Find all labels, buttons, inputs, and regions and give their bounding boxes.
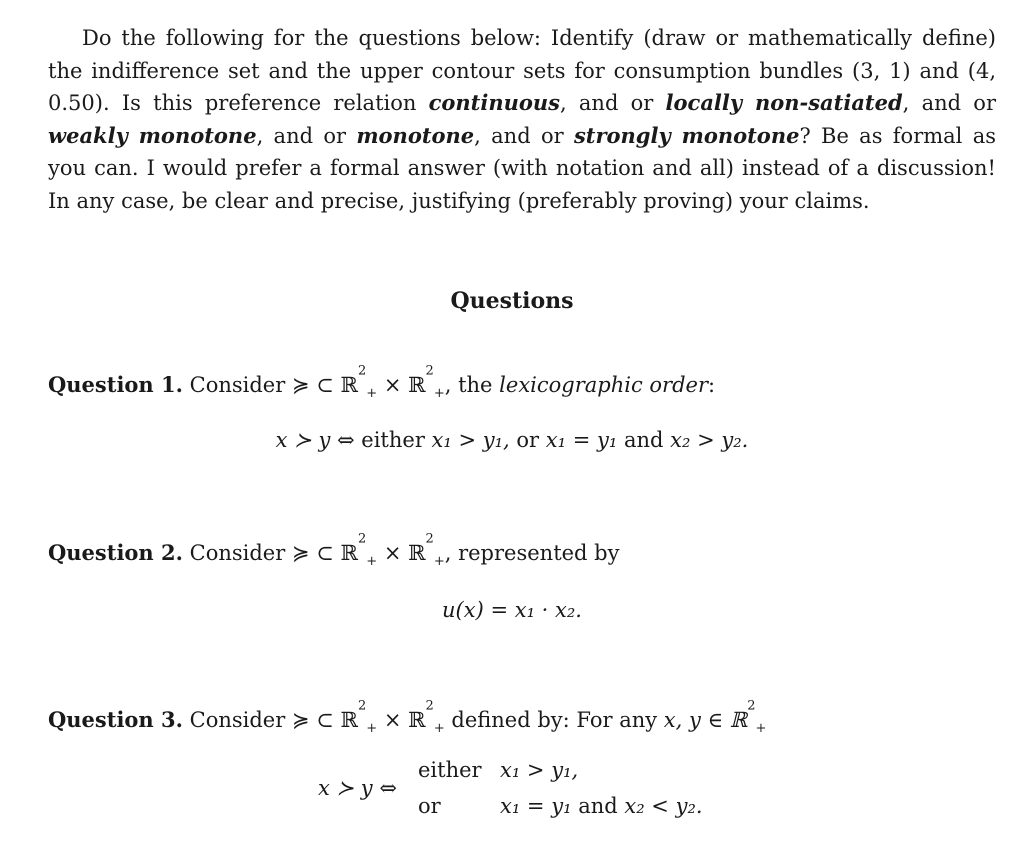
instructions-paragraph: Do the following for the questions below: Identify (draw or mathematically define) the indifference set and the upper contour sets for consumption bundles (3, 1) and (4, 0.50). Is this preference relation continuous, and or locally non-satiated, and or weakly monotone, and or monotone, and or strongly monotone? Be as formal as you can. I would prefer a formal answer (with notation and all) instead of a discussion! In any case, be clear and precise, justifying (preferably proving) your claims. (48, 26, 996, 213)
term-continuous: continuous (428, 90, 560, 116)
question-1-statement: Question 1. Consider ≽ ⊂ ℝ$^2_+$ × ℝ$^2_+$, the lexicographic order: (48, 363, 716, 402)
definition-lhs: x ≻ y ⇔ (318, 776, 397, 800)
question-2-statement: Question 2. Consider ≽ ⊂ ℝ$^2_+$ × ℝ$^2_+$, represented by (48, 531, 620, 570)
question-3-label: Question 3. (48, 707, 183, 732)
term-locally-non-satiated: locally non-satiated (665, 90, 903, 116)
case-row-1: either x₁ > y₁, (418, 758, 579, 782)
lexicographic-order-term: lexicographic order (499, 373, 708, 397)
question-3-statement: Question 3. Consider ≽ ⊂ ℝ$^2_+$ × ℝ$^2_+$ defined by: For any x, y ∈ ℝ$^2_+$ (48, 698, 767, 737)
term-strongly-monotone: strongly monotone (573, 122, 800, 148)
question-2-label: Question 2. (48, 540, 183, 565)
utility-function: u(x) = x₁ · x₂. (442, 598, 582, 622)
question-1-label: Question 1. (48, 372, 183, 397)
term-weakly-monotone: weakly monotone (48, 122, 257, 148)
case-row-2: or x₁ = y₁ and x₂ < y₂. (418, 794, 703, 818)
relation-symbol: ≽ ⊂ ℝ (291, 708, 358, 732)
question-1-definition: x ≻ y ⇔ either x₁ > y₁, or x₁ = y₁ and x₂ > y₂. (275, 428, 749, 452)
questions-heading: Questions (450, 288, 574, 314)
term-monotone: monotone (356, 122, 475, 148)
relation-symbol: ≽ ⊂ ℝ (291, 373, 358, 397)
relation-symbol: ≽ ⊂ ℝ (291, 541, 358, 565)
